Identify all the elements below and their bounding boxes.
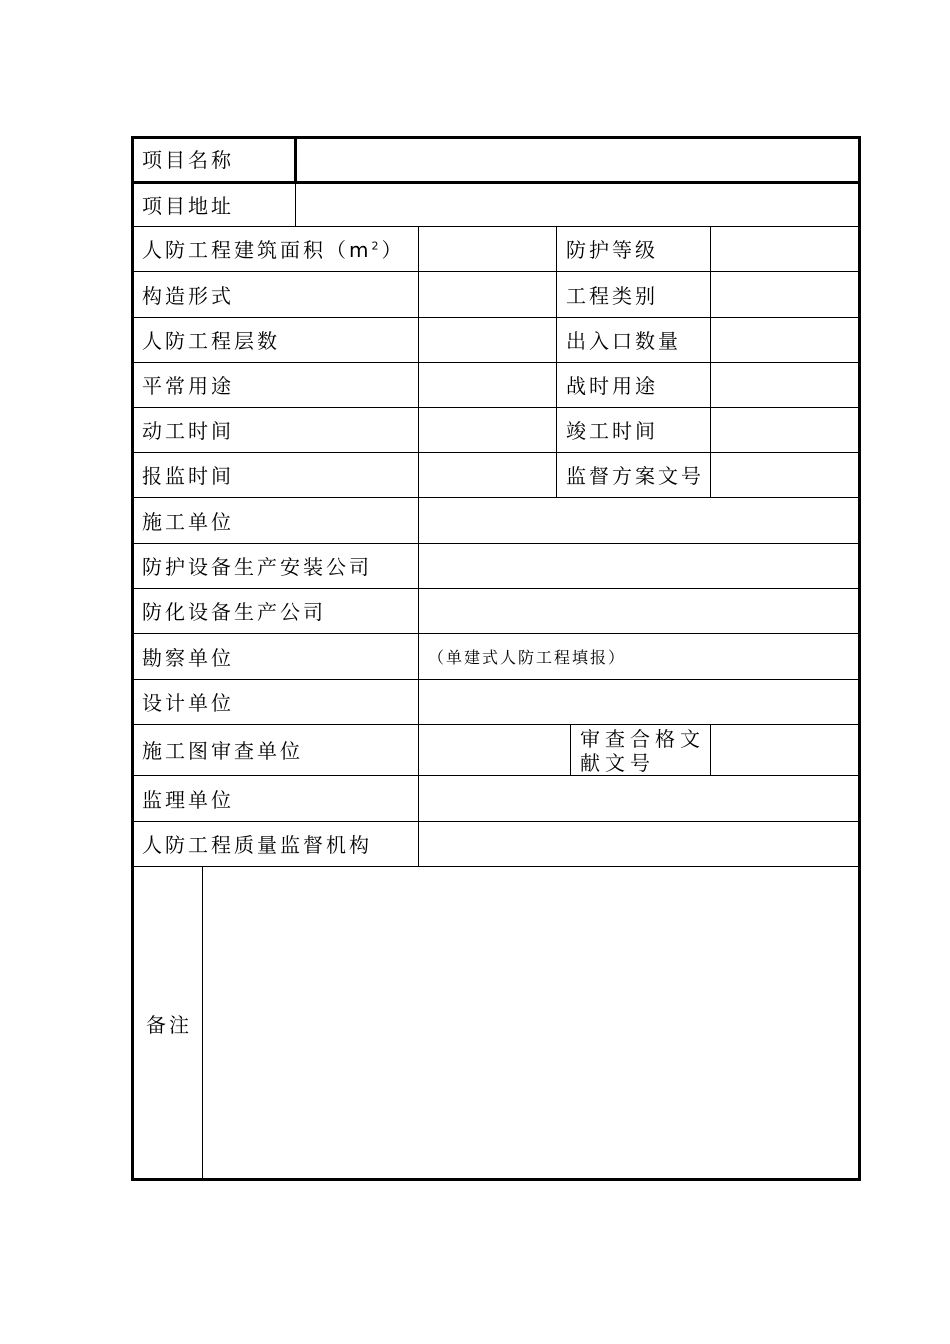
supervision-doc-no-label: 监督方案文号 bbox=[566, 464, 704, 488]
floors-value[interactable] bbox=[419, 318, 556, 362]
report-time-value[interactable] bbox=[419, 453, 556, 497]
chemical-equipment-company-label: 防化设备生产公司 bbox=[142, 600, 326, 624]
report-time-label: 报监时间 bbox=[142, 464, 234, 488]
project-category-value[interactable] bbox=[711, 272, 858, 317]
floors-label: 人防工程层数 bbox=[142, 329, 280, 353]
col-divider bbox=[295, 182, 296, 227]
entrances-label: 出入口数量 bbox=[566, 329, 681, 353]
wartime-use-label: 战时用途 bbox=[566, 374, 658, 398]
area-label-suffix: ） bbox=[381, 238, 405, 262]
frame-bottom-border bbox=[131, 1178, 861, 1181]
peacetime-use-label: 平常用途 bbox=[142, 374, 234, 398]
quality-agency-label: 人防工程质量监督机构 bbox=[142, 833, 372, 857]
construction-unit-label: 施工单位 bbox=[142, 510, 234, 534]
remarks-value[interactable] bbox=[203, 867, 858, 1178]
area-label bbox=[142, 238, 404, 262]
project-name-value[interactable] bbox=[297, 139, 858, 181]
quality-agency-value[interactable] bbox=[419, 822, 858, 866]
structure-form-label: 构造形式 bbox=[142, 284, 234, 308]
area-label-prefix: 人防工程建筑面积（m bbox=[142, 238, 372, 262]
protection-level-label: 防护等级 bbox=[566, 238, 658, 262]
frame-left-border bbox=[131, 136, 134, 1181]
frame-right-border bbox=[858, 136, 861, 1181]
chemical-equipment-company-value[interactable] bbox=[419, 589, 858, 633]
start-time-value[interactable] bbox=[419, 408, 556, 452]
project-name-label: 项目名称 bbox=[142, 148, 234, 172]
area-value[interactable] bbox=[419, 227, 556, 271]
protection-level-value[interactable] bbox=[711, 227, 858, 271]
entrances-value[interactable] bbox=[711, 318, 858, 362]
protective-equipment-company-label: 防护设备生产安装公司 bbox=[142, 555, 372, 579]
design-unit-value[interactable] bbox=[419, 680, 858, 724]
review-doc-no-label: 审查合格文献文号 bbox=[580, 727, 705, 775]
area-label-sup: 2 bbox=[371, 239, 382, 253]
design-unit-label: 设计单位 bbox=[142, 691, 234, 715]
project-category-label: 工程类别 bbox=[566, 284, 658, 308]
survey-unit-label: 勘察单位 bbox=[142, 646, 234, 670]
supervision-unit-label: 监理单位 bbox=[142, 788, 234, 812]
row-divider bbox=[131, 633, 861, 634]
completion-time-value[interactable] bbox=[711, 408, 858, 452]
survey-note: （单建式人防工程填报） bbox=[428, 648, 627, 667]
project-address-label: 项目地址 bbox=[142, 194, 234, 218]
structure-form-value[interactable] bbox=[419, 272, 556, 317]
col-divider bbox=[556, 226, 557, 498]
col-divider bbox=[570, 724, 571, 776]
drawing-review-unit-value[interactable] bbox=[419, 725, 570, 775]
peacetime-use-value[interactable] bbox=[419, 363, 556, 407]
construction-unit-value[interactable] bbox=[419, 498, 858, 543]
supervision-unit-value[interactable] bbox=[419, 776, 858, 821]
protective-equipment-company-value[interactable] bbox=[419, 544, 858, 588]
wartime-use-value[interactable] bbox=[711, 363, 858, 407]
review-doc-no-value[interactable] bbox=[711, 725, 858, 775]
start-time-label: 动工时间 bbox=[142, 419, 234, 443]
drawing-review-unit-label: 施工图审查单位 bbox=[142, 739, 303, 763]
remarks-label: 备注 bbox=[146, 1013, 192, 1037]
project-address-value[interactable] bbox=[297, 184, 858, 226]
supervision-doc-no-value[interactable] bbox=[711, 453, 858, 497]
completion-time-label: 竣工时间 bbox=[566, 419, 658, 443]
